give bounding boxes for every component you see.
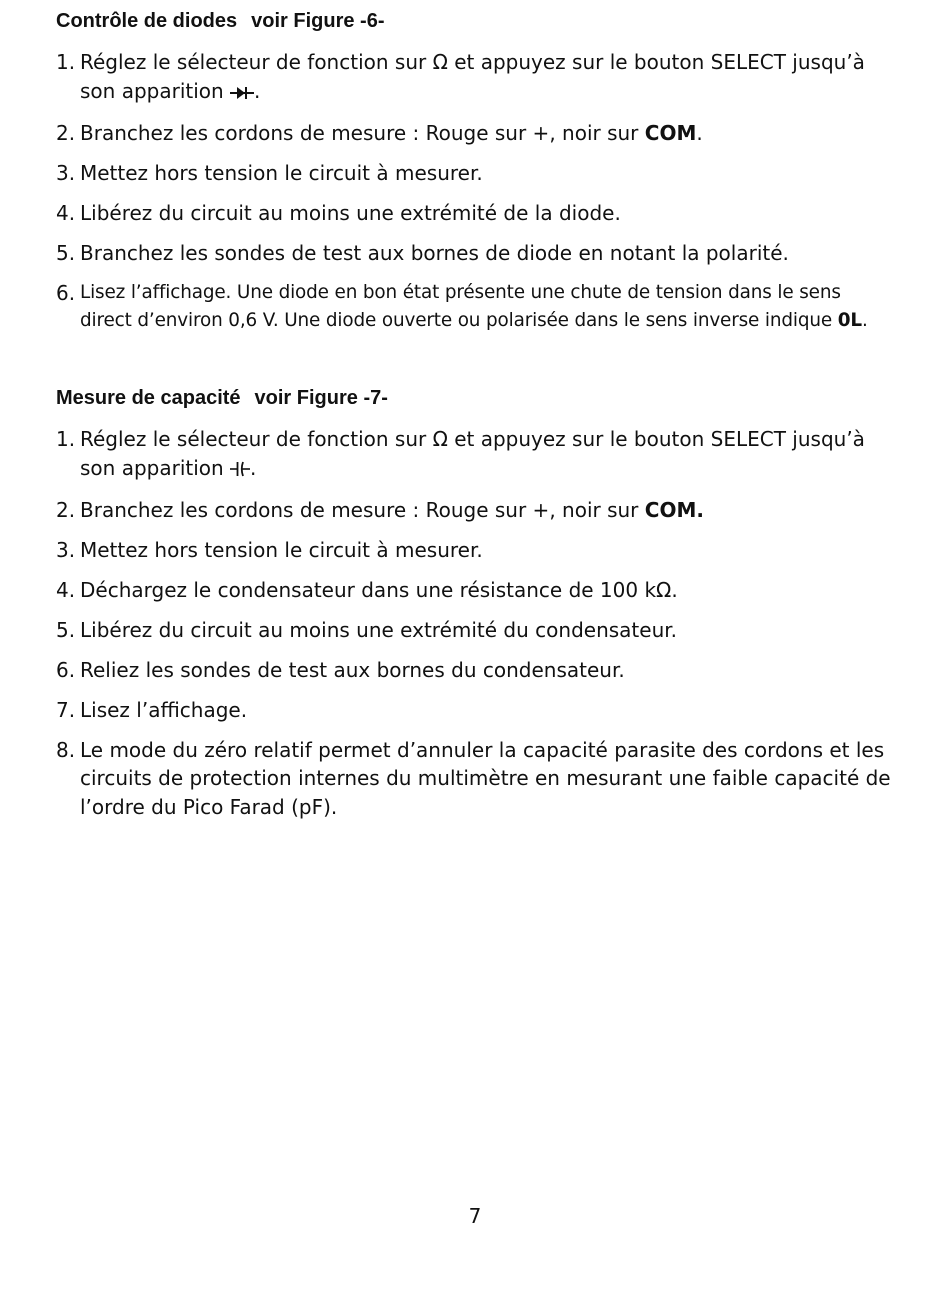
step-text-main: Branchez les cordons de mesure : Rouge sur +, noir sur — [80, 120, 645, 145]
step-number: 6. — [56, 657, 76, 682]
figure-reference: voir Figure -6- — [251, 10, 385, 32]
step-number: 4. — [56, 200, 76, 225]
list-item — [56, 696, 896, 725]
step-text: Libérez du circuit au moins une extrémité de la diode. — [80, 200, 621, 225]
list-item — [56, 536, 896, 565]
section-diode-test — [56, 8, 896, 347]
list-item — [56, 425, 896, 484]
list-item — [56, 656, 896, 685]
step-number: 2. — [56, 120, 76, 145]
page-number: 7 — [468, 1204, 482, 1228]
section-capacitance — [56, 385, 896, 833]
list-item — [56, 616, 896, 645]
step-text — [80, 279, 896, 336]
step-number: 1. — [56, 427, 76, 451]
diode-icon — [230, 79, 254, 108]
step-text — [80, 496, 896, 525]
step-text-main: Branchez les cordons de mesure : Rouge sur +, noir sur — [80, 497, 645, 522]
step-number: 3. — [56, 160, 76, 185]
step-number: 3. — [56, 537, 76, 562]
step-text — [80, 119, 896, 148]
step-number: 2. — [56, 497, 76, 522]
step-list — [56, 425, 896, 821]
section-heading: Mesure de capacité — [56, 387, 241, 409]
step-text-end: . — [696, 120, 703, 145]
step-text: Reliez les sondes de test aux bornes du condensateur. — [80, 657, 625, 682]
step-number: 6. — [56, 280, 76, 305]
step-text: Branchez les sondes de test aux bornes de diode en notant la polarité. — [80, 240, 789, 265]
capacitor-icon — [230, 456, 250, 485]
step-text — [80, 425, 896, 484]
step-text-bold: COM — [644, 120, 697, 145]
list-item — [56, 496, 896, 525]
step-text: Lisez l’affichage. — [80, 697, 248, 722]
list-item — [56, 279, 896, 336]
section-title — [56, 8, 896, 34]
list-item — [56, 159, 896, 188]
step-text-bold: 0L — [837, 310, 862, 331]
step-list — [56, 48, 896, 336]
list-item — [56, 199, 896, 228]
step-text: Mettez hors tension le circuit à mesurer. — [80, 160, 483, 185]
list-item — [56, 119, 896, 148]
step-text-main: Lisez l’affichage. Une diode en bon état présente une chute de tension dans le sens direct d’environ 0,6 V. Une diode ouverte ou polarisée dans le sens inverse indique — [80, 281, 841, 331]
section-heading: Contrôle de diodes — [56, 10, 238, 32]
step-text-bold: COM. — [644, 497, 704, 522]
step-text-end: . — [250, 455, 257, 480]
step-text: Le mode du zéro relatif permet d’annuler la capacité parasite des cordons et les circuits de protection internes du multimètre en mesurant une faible capacité de l’ordre du Pico Farad (pF). — [80, 737, 891, 819]
step-text-main: Réglez le sélecteur de fonction sur Ω et appuyez sur le bouton SELECT jusqu’à son apparition — [80, 50, 865, 103]
list-item — [56, 48, 896, 107]
step-text: Déchargez le condensateur dans une résistance de 100 kΩ. — [80, 577, 678, 602]
figure-reference: voir Figure -7- — [254, 387, 388, 409]
list-item — [56, 736, 896, 822]
section-title — [56, 385, 896, 411]
step-text: Libérez du circuit au moins une extrémité du condensateur. — [80, 617, 677, 642]
step-number: 8. — [56, 737, 76, 762]
step-text-main: Réglez le sélecteur de fonction sur Ω et appuyez sur le bouton SELECT jusqu’à son apparition — [80, 427, 865, 480]
step-text — [80, 48, 896, 107]
step-number: 7. — [56, 697, 76, 722]
list-item — [56, 239, 896, 268]
step-text-end: . — [861, 310, 868, 331]
step-text-end: . — [254, 78, 261, 103]
step-number: 5. — [56, 240, 76, 265]
step-text: Mettez hors tension le circuit à mesurer. — [80, 537, 483, 562]
list-item — [56, 576, 896, 605]
step-number: 1. — [56, 50, 76, 74]
step-number: 4. — [56, 577, 76, 602]
step-number: 5. — [56, 617, 76, 642]
